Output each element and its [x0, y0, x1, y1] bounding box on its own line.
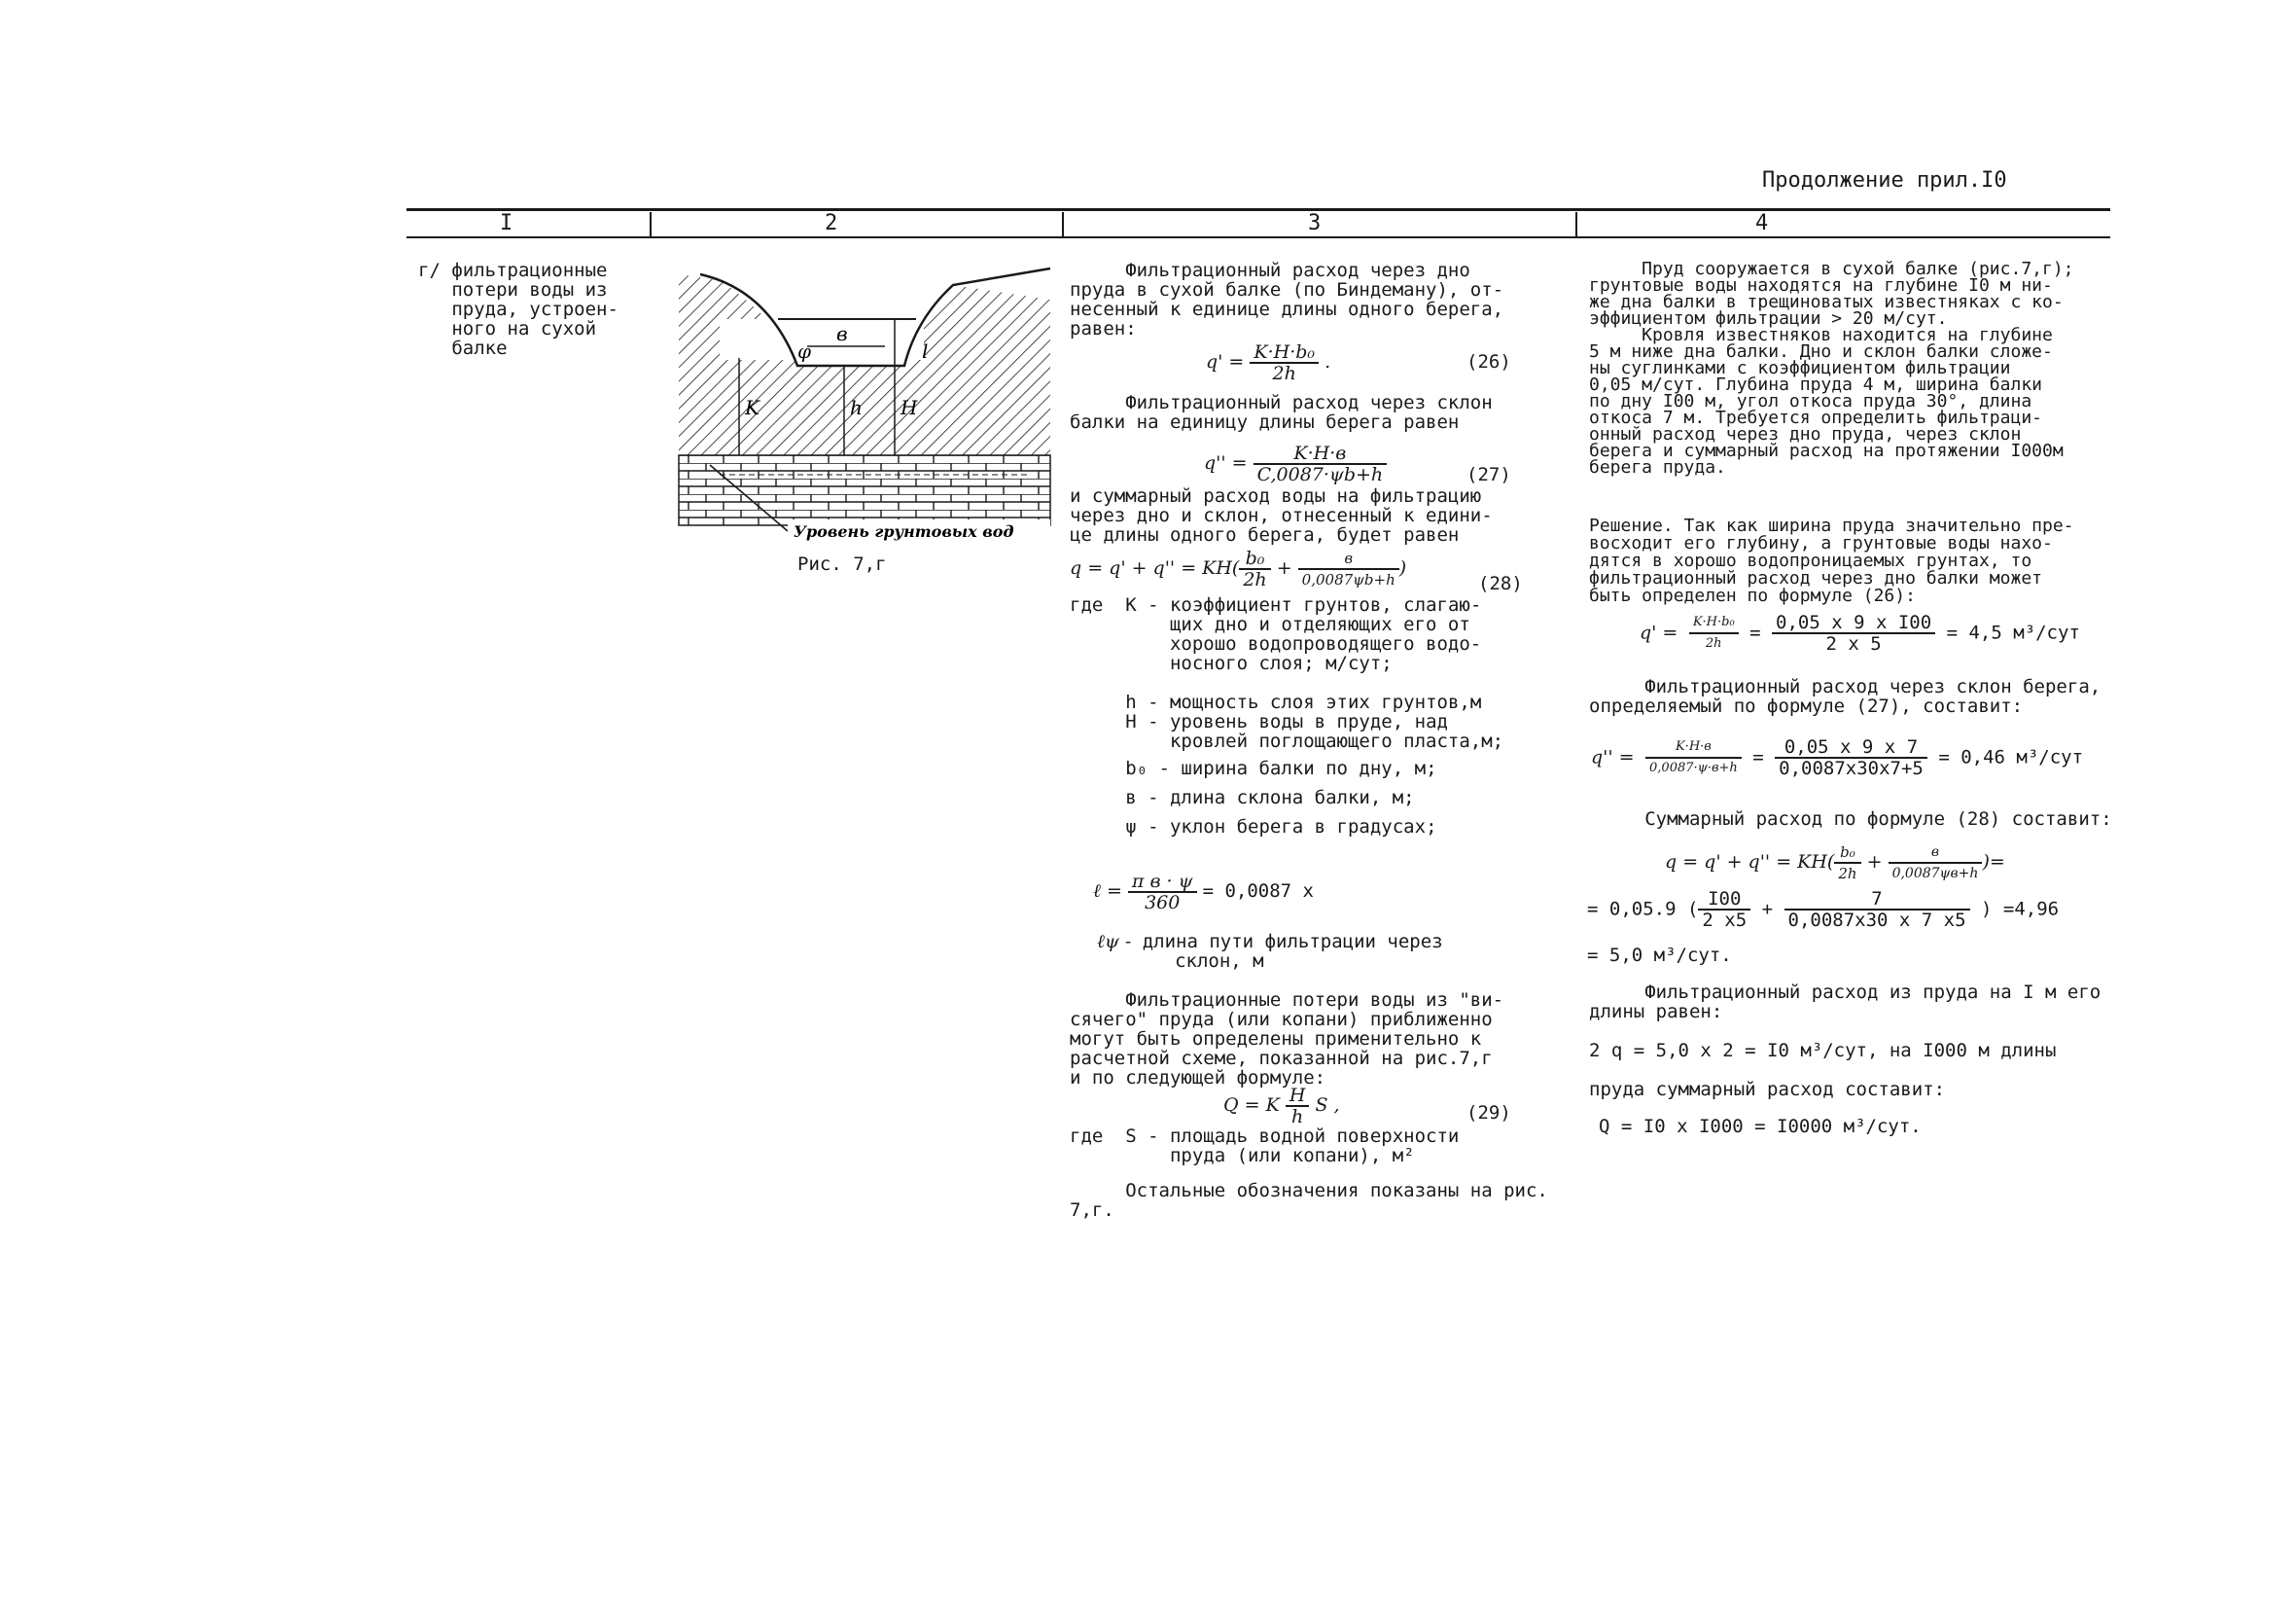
formula-27-number: (27) — [1466, 464, 1511, 485]
table-header-rule — [406, 236, 2110, 238]
figure-7g — [661, 261, 1070, 575]
continuation-label: Продолжение прил.I0 — [1762, 168, 2007, 193]
slope-length-label: l — [922, 339, 929, 363]
formula-29: Q = K $\frac{H}{h}$ S , — [1223, 1085, 1340, 1127]
solution-step-1: q' = $\frac{\text{K·H·b₀}}{2h}$ = $\frac{\text{0,05 x 9 x I00}}{2 x 5}$ = 4,5 м³/сут — [1640, 612, 2080, 655]
solution-step-3-result: = 5,0 м³/сут. — [1587, 945, 1732, 966]
legend-row: h - мощность слоя этих грунтов,м — [1070, 692, 1482, 713]
formula-26-number: (26) — [1466, 351, 1511, 373]
legend-row: где K - коэффициент грунтов, слагаю- щих дно и отделяющих его от хорошо водопроводящего водо- носного слоя; м/сут; — [1070, 594, 1482, 674]
column-number-2: 2 — [825, 211, 838, 235]
groundwater-label: Уровень грунтовых вод — [794, 522, 1014, 541]
depth-h-label: h — [850, 396, 863, 419]
path-length-legend: ℓψ - длина пути фильтрации через склон, м — [1097, 931, 1443, 972]
col4-solution-intro: Решение. Так как ширина пруда значительно пре- восходит его глубину, а грунтовые воды нахо- дятся в хорошо водопроницаемых грунтах, то фильтрационный расход через дно балки может быть определен по формуле (26): — [1589, 516, 2074, 606]
column-number-3: 3 — [1308, 211, 1322, 235]
formula-path-length: ℓ = $\frac{\text{π в · ψ}}{360}$ = 0,0087 x — [1093, 871, 1314, 913]
col4-problem-statement: Пруд сооружается в сухой балке (рис.7,г); грунтовые воды находятся на глубине I0 м ни- же дна балки в трещиноватых известняках с ко- эффициентом фильтрации > 20 м/сут. Кровля известняков находится на глубине 5 м ниже дна балки. Дно и склон балки сложе- ны суглинками с коэффициентом фильтрации 0,05 м/сут. Глубина пруда 4 м, ширина балки по дну I00 м, угол откоса пруда 30°, длина откоса 7 м. Требуется определить фильтраци- онный расход через дно пруда, через склон берега и суммарный расход на протяжении I000м берега пруда. — [1589, 259, 2074, 478]
solution-step-3: = 0,05.9 ( $\frac{I00}{2 x5}$ + $\frac{7}{0,0087x30 x 7 x5}$ ) =4,96 — [1587, 888, 2060, 931]
solution-step-4: 2 q = 5,0 x 2 = I0 м³/сут, на I000 м длины — [1589, 1040, 2057, 1061]
column-divider — [650, 212, 652, 237]
bottom-width-label: в — [836, 322, 848, 345]
figure-caption: Рис. 7,г — [797, 554, 887, 575]
formula-29-legend: где S - площадь водной поверхности пруда (или копани), м² — [1070, 1125, 1460, 1166]
col4-paragraph-4: Суммарный расход по формуле (28) составит: — [1589, 808, 2112, 830]
column-divider — [1062, 212, 1064, 237]
coeff-K-label: K — [745, 396, 759, 419]
column-number-1: I — [500, 211, 513, 235]
column-number-4: 4 — [1755, 211, 1769, 235]
limestone-layer — [679, 455, 1050, 525]
formula-27: q'' = $\frac{K\cdot H\cdot в}{C,0087\cdot\psi b+h}$ — [1204, 444, 1387, 484]
formula-26: q' = $\frac{\text{K·H·b₀}}{2h}$ . — [1206, 341, 1331, 384]
col4-paragraph-3: Фильтрационный расход через склон берега, определяемый по формуле (27), составит: — [1589, 676, 2102, 717]
formula-28-number: (28) — [1478, 573, 1523, 594]
formula-28: q = q' + q'' = KH( $\frac{\text{b₀}}{2h}$ + $\frac{в}{0,0087\psi b+h}$ ) — [1070, 548, 1407, 590]
cross-section-diagram — [661, 261, 1070, 553]
column-divider — [1575, 212, 1577, 237]
row-description: г/ фильтрационные потери воды из пруда, устроен- ного на сухой балке — [418, 260, 618, 359]
solution-step-5: Q = I0 x I000 = I0000 м³/сут. — [1599, 1116, 1922, 1137]
depth-H-label: H — [901, 396, 918, 419]
col3-paragraph-5: Остальные обозначения показаны на рис. 7,г. — [1070, 1180, 1548, 1221]
col3-paragraph-2: Фильтрационный расход через склон балки на единицу длины берега равен — [1070, 392, 1493, 433]
formula-29-number: (29) — [1466, 1102, 1511, 1124]
legend-row: ψ - уклон берега в градусах; — [1070, 816, 1437, 838]
col3-paragraph-4: Фильтрационные потери воды из "ви- сячего" пруда (или копани) приближенно могут быть определены применительно к расчетной схеме, показанной на рис.7,г и по следующей формуле: — [1070, 989, 1504, 1089]
col4-paragraph-5: Фильтрационный расход из пруда на I м его длины равен: — [1589, 982, 2102, 1022]
legend-row: b₀ - ширина балки по дну, м; — [1070, 758, 1437, 779]
solution-step-3-top: q = q' + q'' = KH( $\frac{\text{b₀}}{2h}$ + $\frac{в}{0,0087\psi в+h}$ )= — [1665, 843, 2005, 882]
legend-row: H - уровень воды в пруде, над кровлей поглощающего пласта,м; — [1070, 711, 1504, 752]
col3-paragraph-1: Фильтрационный расход через дно пруда в сухой балке (по Биндеману), от- несенный к единице длины одного берега, равен: — [1070, 260, 1504, 339]
legend-row: в - длина склона балки, м; — [1070, 787, 1415, 808]
angle-label: φ — [797, 339, 812, 363]
col3-paragraph-3: и суммарный расход воды на фильтрацию через дно и склон, отнесенный к едини- це длины одного берега, будет равен — [1070, 485, 1493, 546]
table-top-rule — [406, 208, 2110, 211]
solution-step-2: q'' = $\frac{K\cdot H\cdot в}{0,0087\cdot\psi\cdot в+h}$ = $\frac{0,05 x 9 x 7}{0,0087x30x7+5}$ = 0,46 м³/сут — [1591, 736, 2084, 779]
col4-paragraph-6: пруда суммарный расход составит: — [1589, 1079, 1946, 1100]
